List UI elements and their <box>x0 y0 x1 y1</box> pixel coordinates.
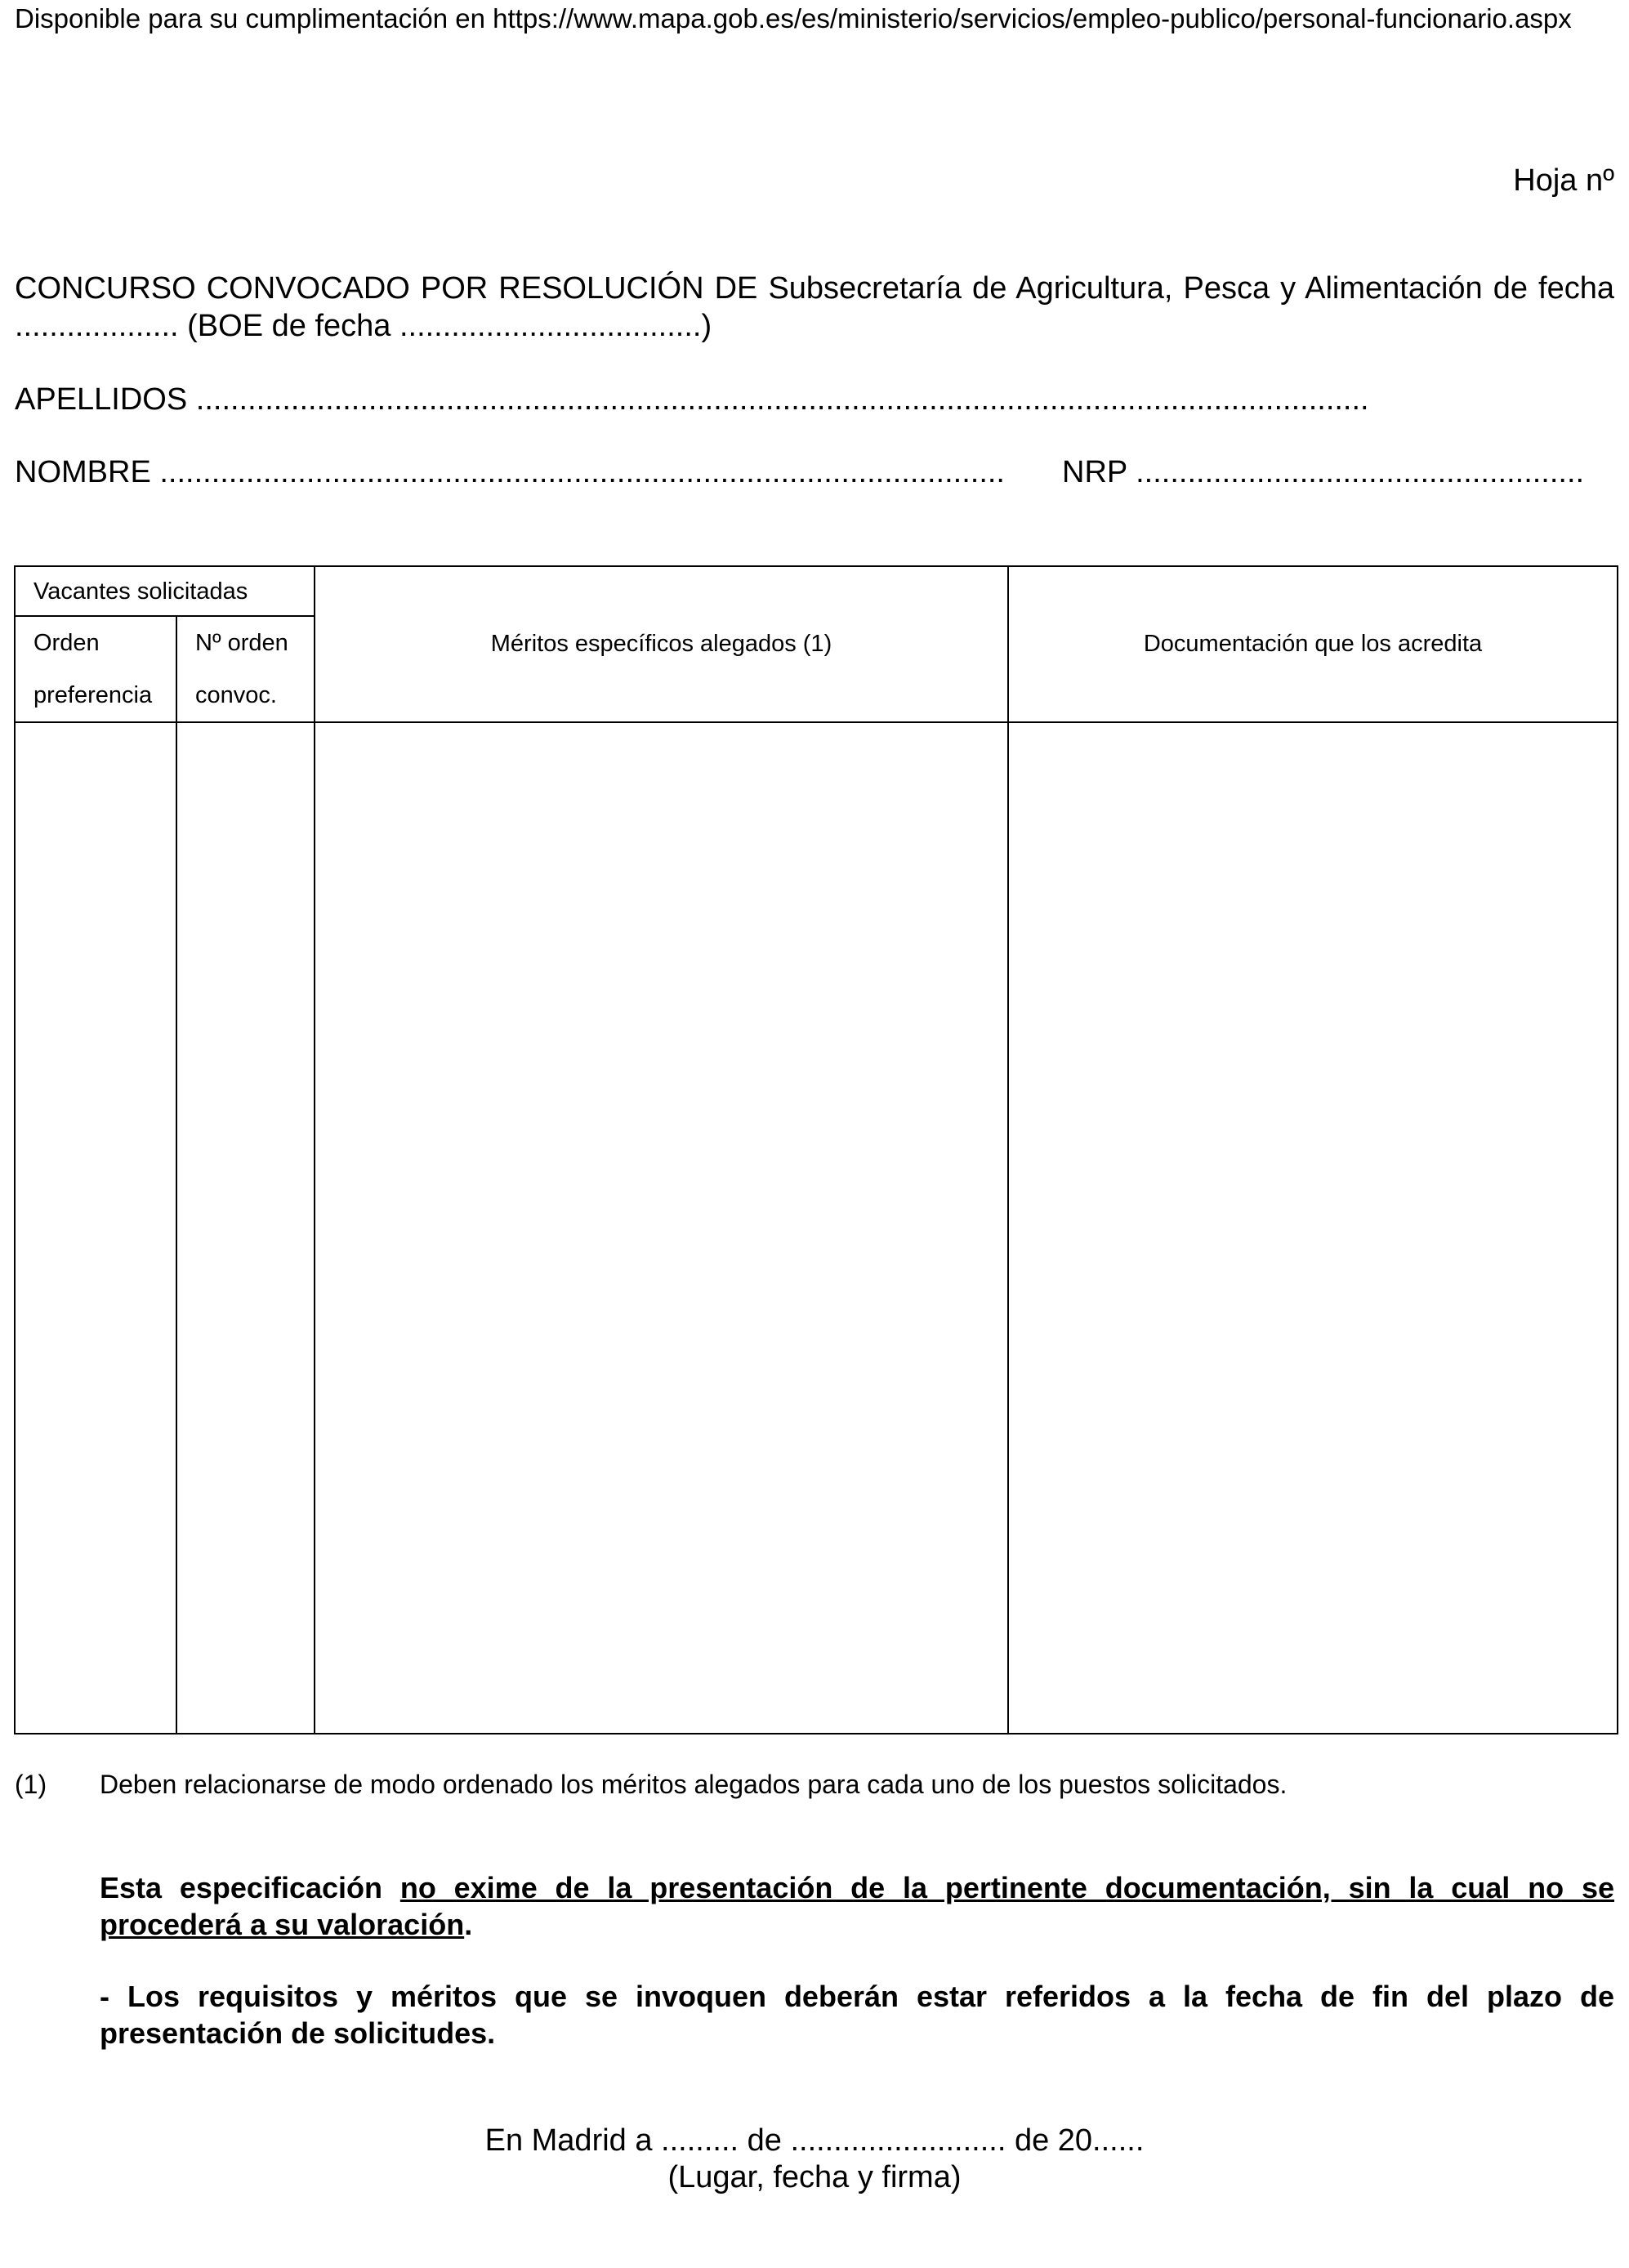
orden-preferencia-cell[interactable] <box>15 722 176 1734</box>
vacantes-group-header: Vacantes solicitadas <box>15 566 315 616</box>
notice-end: . <box>464 1908 473 1941</box>
contest-statement: CONCURSO CONVOCADO POR RESOLUCIÓN DE Subsecretaría de Agricultura, Pesca y Alimentación de fecha ................... (BOE de fecha ...................................) <box>15 271 1614 343</box>
notice-lead: Esta especificación <box>100 1871 400 1904</box>
signature-block <box>0 2123 1629 2196</box>
norden-convoc-header <box>176 616 315 722</box>
norden-header-line1: Nº orden <box>195 630 288 656</box>
availability-note: Disponible para su cumplimentación en https://www.mapa.gob.es/es/ministerio/servicios/empleo-publico/personal-funcionario.aspx <box>15 3 1572 33</box>
documentacion-cell[interactable] <box>1008 722 1618 1734</box>
nombre-row <box>15 455 1614 490</box>
nombre-field[interactable]: NOMBRE .................................................................................................. <box>15 455 1005 489</box>
requirements-notice: - Los requisitos y méritos que se invoquen deberán estar referidos a la fecha de fin del plazo de presentación de solicitudes. <box>100 1980 1614 2050</box>
meritos-header: Méritos específicos alegados (1) <box>315 566 1008 722</box>
sheet-number-label: Hoja nº <box>1513 163 1614 198</box>
documentacion-header: Documentación que los acredita <box>1008 566 1618 722</box>
orden-header-line1: Orden <box>33 630 100 656</box>
orden-header-line2: preferencia <box>33 682 153 708</box>
footnote-text: Deben relacionarse de modo ordenado los méritos alegados para cada uno de los puestos solicitados. <box>100 1770 1288 1799</box>
signature-date-line[interactable]: En Madrid a ......... de ......................... de 20...... <box>484 2123 1145 2158</box>
documentation-notice <box>100 1869 1614 1943</box>
orden-preferencia-header <box>15 616 176 722</box>
apellidos-field[interactable]: APELLIDOS ........................................................................................................................................ <box>15 382 1369 417</box>
notice-underlined: no exime de la presentación de la pertinente documentación, sin la cual no se procederá a su valoración <box>100 1871 1614 1941</box>
footnote-number: (1) <box>15 1770 47 1799</box>
meritos-cell[interactable] <box>315 722 1008 1734</box>
norden-convoc-cell[interactable] <box>176 722 315 1734</box>
signature-caption: (Lugar, fecha y firma) <box>667 2160 962 2194</box>
norden-header-line2: convoc. <box>195 682 277 708</box>
nrp-field[interactable]: NRP .................................................... <box>1062 455 1585 489</box>
merits-table <box>14 565 1618 1734</box>
